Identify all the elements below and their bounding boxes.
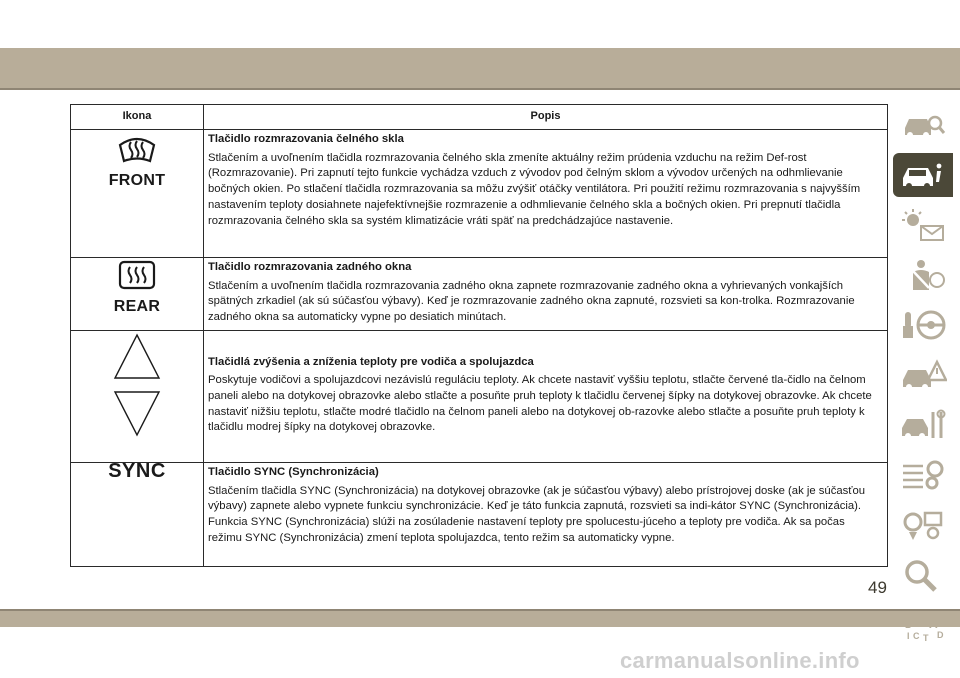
footer-band xyxy=(0,611,960,627)
top-margin xyxy=(0,0,960,48)
description-cell xyxy=(204,258,888,331)
row-title: Tlačidlo SYNC (Synchronizácia) xyxy=(208,465,379,478)
car-tools-icon xyxy=(899,408,947,442)
icon-cell xyxy=(71,330,204,462)
tab-starting-driving[interactable] xyxy=(893,303,953,347)
row-description: Poskytuje vodičovi a spolujazdcovi nezávislú reguláciu teploty. Ak chcete nastaviť vyššiu teplotu, stlačte červené tla-čidlo na čelnom paneli alebo na dotykovej obrazovke alebo stlačte a posuňte pruh teploty k tlačidlu červenej šípky na dotykovej obrazovke. Ak chcete nastaviť nižšiu teplotu, stlačte modré tlačidlo na čelnom paneli alebo na dotykovej ob-razovke alebo stlačte a posuňte pruh teploty k tlačidlu modrej šípky na dotykovej obrazovke. xyxy=(208,374,872,434)
tab-maintenance[interactable] xyxy=(893,403,953,447)
table-row xyxy=(71,330,888,462)
watermark: carmanualsonline.info xyxy=(620,648,860,673)
tab-customer-assistance[interactable] xyxy=(893,553,953,597)
description-cell xyxy=(204,130,888,258)
tab-vehicle-overview[interactable] xyxy=(893,103,953,147)
index-letter: D xyxy=(937,630,944,640)
icon-cell xyxy=(71,258,204,331)
steering-wheel-icon xyxy=(899,308,947,342)
temperature-down-arrow-icon xyxy=(112,388,162,438)
chapter-tabs xyxy=(893,103,953,653)
car-info-icon xyxy=(899,158,947,192)
page-number: 49 xyxy=(868,578,887,597)
icon-cell xyxy=(71,130,204,258)
row-title: Tlačidlo rozmrazovania zadného okna xyxy=(208,261,412,273)
tab-specifications[interactable] xyxy=(893,453,953,497)
table-row xyxy=(71,130,888,258)
tab-emergency[interactable] xyxy=(893,353,953,397)
front-label: FRONT xyxy=(108,171,166,189)
magnifier-icon xyxy=(899,558,947,592)
hazard-car-icon xyxy=(899,358,947,392)
temperature-up-arrow-icon xyxy=(112,332,162,382)
tab-warning-lights[interactable] xyxy=(893,203,953,247)
tab-multimedia[interactable] xyxy=(893,503,953,547)
seatbelt-safety-icon xyxy=(899,258,947,292)
row-description: Stlačením a uvoľnením tlačidla rozmrazovania zadného okna zapnete rozmrazovanie zadného okna a vyhrievaných vonkajších spätných zrkadiel (ak sú súčasťou výbavy). Keď je rozmrazovanie zadného okna zapnuté, rozsvieti sa kon-trolka. Rozmrazovanie zadného okna sa automaticky vypne po desiatich minútach. xyxy=(208,279,855,324)
table-row xyxy=(71,462,888,566)
index-letter: I xyxy=(907,631,910,641)
tab-vehicle-info[interactable] xyxy=(893,153,953,197)
table-row xyxy=(71,258,888,331)
tab-safety[interactable] xyxy=(893,253,953,297)
header-description-column: Popis xyxy=(204,105,888,130)
row-title: Tlačidlá zvýšenia a zníženia teploty pre vodiča a spolujazdca xyxy=(208,355,534,368)
table-header-row xyxy=(71,105,888,130)
multimedia-icon xyxy=(899,508,947,542)
header-band xyxy=(0,48,960,88)
rear-label: REAR xyxy=(113,297,161,315)
row-description: Stlačením tlačidla SYNC (Synchronizácia) na dotykovej obrazovke (ak je súčasťou výbavy) alebo prístrojovej doske (ak je súčasťou výbavy) zapnete alebo vypnete funkciu synchronizácie. Keď je táto funkcia zapnutá, rozsvieti sa indi-kátor SYNC (Synchronizácia). Funkcia SYNC (Synchronizácia) slúži na zosúladenie nastavení teploty pre spolucestu-júceho a teploty pre vodiča. Ak sa počas režimu SYNC (Synchronizácia) zmení teplota spolujazdca, tento režim sa automaticky vypne. xyxy=(208,484,866,544)
car-search-icon xyxy=(899,108,947,142)
row-title: Tlačidlo rozmrazovania čelného skla xyxy=(208,133,404,145)
index-letter: T xyxy=(923,633,929,642)
index-letter: C xyxy=(913,631,920,641)
header-icon-column: Ikona xyxy=(71,105,204,130)
warning-light-mail-icon xyxy=(899,208,947,242)
controls-table xyxy=(70,104,888,567)
icon-cell xyxy=(71,459,204,566)
specifications-gears-icon xyxy=(899,458,947,492)
description-cell xyxy=(204,462,888,566)
sync-label: SYNC xyxy=(108,459,166,482)
front-defrost-icon xyxy=(117,131,157,165)
description-cell xyxy=(204,330,888,462)
row-description: Stlačením a uvoľnením tlačidla rozmrazovania čelného skla zmeníte aktuálny režim prúdenia vzduchu na režim Def-rost (Rozmrazovanie). Pri zapnutí tejto funkcie vychádza vzduch z vývodov pod čelným sklom a vývodov určených na odhmlievanie bočných okien. Po stlačení tlačidla rozmrazovania sa môžu zvýšiť otáčky ventilátora. Pri použití režimu rozmrazovania s najvyšším nastavením teploty dosiahnete najefektívnejšie rozmrazenie a odhmlievanie čelného skla a bočných okien. Pri prepnutí tlačidla rozmrazovania čelného skla sa systém klimatizácie vráti späť na predchádzajúce nastavenie. xyxy=(208,151,861,227)
rear-defrost-icon xyxy=(117,259,157,291)
header-rule xyxy=(0,88,960,90)
